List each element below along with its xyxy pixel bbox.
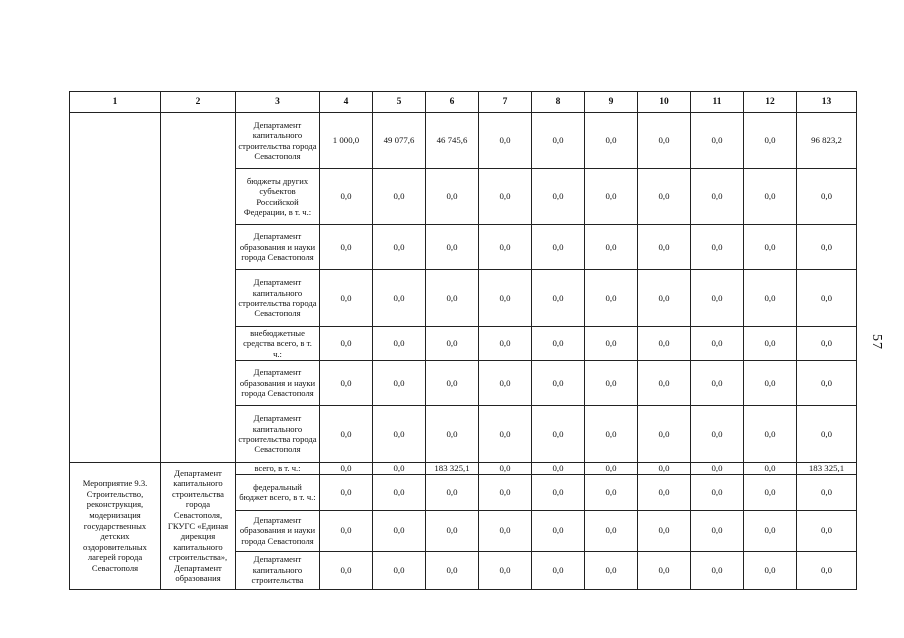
funding-source-cell: Департамент капитального строительства города Севастополя <box>236 113 320 169</box>
value-cell: 0,0 <box>532 225 585 270</box>
funding-source-cell: Департамент капитального строительства <box>236 551 320 589</box>
value-cell: 0,0 <box>320 169 373 225</box>
value-cell: 0,0 <box>638 327 691 361</box>
value-cell: 0,0 <box>744 474 797 510</box>
value-cell: 0,0 <box>638 169 691 225</box>
value-cell: 0,0 <box>373 270 426 327</box>
value-cell: 0,0 <box>426 327 479 361</box>
value-cell: 0,0 <box>373 169 426 225</box>
header-cell: 12 <box>744 92 797 113</box>
funding-source-cell: внебюджетные средства всего, в т. ч.: <box>236 327 320 361</box>
value-cell: 0,0 <box>532 406 585 463</box>
funding-source-cell: Департамент образования и науки города Севастополя <box>236 361 320 406</box>
value-cell: 0,0 <box>479 361 532 406</box>
value-cell: 0,0 <box>532 327 585 361</box>
table-row <box>70 463 857 475</box>
value-cell: 0,0 <box>373 406 426 463</box>
value-cell: 0,0 <box>691 169 744 225</box>
value-cell: 0,0 <box>585 463 638 475</box>
header-cell: 6 <box>426 92 479 113</box>
value-cell: 0,0 <box>320 225 373 270</box>
value-cell: 0,0 <box>479 510 532 551</box>
value-cell: 0,0 <box>479 406 532 463</box>
value-cell: 0,0 <box>479 474 532 510</box>
page-number: 57 <box>869 334 884 350</box>
value-cell: 0,0 <box>585 169 638 225</box>
funding-source-cell: Департамент капитального строительства города Севастополя <box>236 406 320 463</box>
header-cell: 4 <box>320 92 373 113</box>
value-cell: 0,0 <box>691 225 744 270</box>
value-cell: 0,0 <box>479 169 532 225</box>
header-cell: 10 <box>638 92 691 113</box>
budget-table <box>69 91 857 590</box>
value-cell: 0,0 <box>320 463 373 475</box>
value-cell: 0,0 <box>585 474 638 510</box>
header-cell: 3 <box>236 92 320 113</box>
value-cell: 96 823,2 <box>797 113 857 169</box>
value-cell: 0,0 <box>744 510 797 551</box>
value-cell: 0,0 <box>373 225 426 270</box>
value-cell: 0,0 <box>691 270 744 327</box>
value-cell: 0,0 <box>479 270 532 327</box>
value-cell: 0,0 <box>638 113 691 169</box>
value-cell: 0,0 <box>426 225 479 270</box>
header-cell: 5 <box>373 92 426 113</box>
value-cell: 0,0 <box>320 270 373 327</box>
value-cell: 0,0 <box>797 474 857 510</box>
funding-source-cell: Департамент образования и науки города Севастополя <box>236 510 320 551</box>
value-cell: 0,0 <box>320 551 373 589</box>
header-cell: 1 <box>70 92 161 113</box>
value-cell: 0,0 <box>479 225 532 270</box>
value-cell: 0,0 <box>638 551 691 589</box>
measure-cell-empty <box>70 113 161 463</box>
value-cell: 0,0 <box>479 327 532 361</box>
value-cell: 0,0 <box>373 463 426 475</box>
value-cell: 0,0 <box>426 361 479 406</box>
value-cell: 0,0 <box>532 169 585 225</box>
value-cell: 0,0 <box>744 327 797 361</box>
value-cell: 0,0 <box>797 510 857 551</box>
header-cell: 9 <box>585 92 638 113</box>
executor-cell: Департамент капитального строительства города Севастополя, ГКУГС «Единая дирекция капитального строительства», Департамент образования <box>161 463 236 590</box>
value-cell: 0,0 <box>532 474 585 510</box>
value-cell: 0,0 <box>744 551 797 589</box>
value-cell: 0,0 <box>585 270 638 327</box>
value-cell: 0,0 <box>691 327 744 361</box>
value-cell: 0,0 <box>797 551 857 589</box>
value-cell: 0,0 <box>373 551 426 589</box>
value-cell: 0,0 <box>797 406 857 463</box>
table-row <box>70 113 857 169</box>
value-cell: 0,0 <box>638 474 691 510</box>
value-cell: 0,0 <box>744 361 797 406</box>
value-cell: 0,0 <box>426 270 479 327</box>
header-cell: 2 <box>161 92 236 113</box>
value-cell: 0,0 <box>585 510 638 551</box>
value-cell: 0,0 <box>797 169 857 225</box>
value-cell: 0,0 <box>744 225 797 270</box>
value-cell: 0,0 <box>426 551 479 589</box>
value-cell: 0,0 <box>585 225 638 270</box>
value-cell: 0,0 <box>797 270 857 327</box>
value-cell: 0,0 <box>373 474 426 510</box>
funding-source-cell: Департамент образования и науки города Севастополя <box>236 225 320 270</box>
value-cell: 0,0 <box>373 361 426 406</box>
value-cell: 0,0 <box>797 225 857 270</box>
value-cell: 0,0 <box>479 113 532 169</box>
value-cell: 0,0 <box>532 551 585 589</box>
value-cell: 0,0 <box>320 361 373 406</box>
value-cell: 0,0 <box>744 169 797 225</box>
value-cell: 0,0 <box>797 361 857 406</box>
value-cell: 0,0 <box>585 406 638 463</box>
value-cell: 0,0 <box>638 361 691 406</box>
value-cell: 0,0 <box>638 463 691 475</box>
value-cell: 0,0 <box>744 406 797 463</box>
value-cell: 0,0 <box>320 474 373 510</box>
value-cell: 0,0 <box>479 463 532 475</box>
value-cell: 0,0 <box>373 327 426 361</box>
value-cell: 0,0 <box>532 270 585 327</box>
table-body <box>70 113 857 590</box>
value-cell: 0,0 <box>744 270 797 327</box>
value-cell: 0,0 <box>691 474 744 510</box>
executor-cell-empty <box>161 113 236 463</box>
measure-cell: Мероприятие 9.3. Строительство, реконструкция, модернизация государственных детских оздоровительных лагерей города Севастополя <box>70 463 161 590</box>
value-cell: 0,0 <box>797 327 857 361</box>
value-cell: 0,0 <box>532 510 585 551</box>
value-cell: 0,0 <box>320 327 373 361</box>
value-cell: 0,0 <box>373 510 426 551</box>
value-cell: 0,0 <box>638 406 691 463</box>
value-cell: 0,0 <box>426 406 479 463</box>
funding-source-cell: Департамент капитального строительства города Севастополя <box>236 270 320 327</box>
value-cell: 0,0 <box>638 225 691 270</box>
header-cell: 8 <box>532 92 585 113</box>
value-cell: 0,0 <box>744 113 797 169</box>
value-cell: 46 745,6 <box>426 113 479 169</box>
value-cell: 0,0 <box>585 361 638 406</box>
header-cell: 7 <box>479 92 532 113</box>
value-cell: 0,0 <box>532 463 585 475</box>
value-cell: 49 077,6 <box>373 113 426 169</box>
value-cell: 0,0 <box>638 510 691 551</box>
value-cell: 0,0 <box>691 551 744 589</box>
value-cell: 0,0 <box>532 113 585 169</box>
value-cell: 0,0 <box>691 406 744 463</box>
value-cell: 0,0 <box>426 474 479 510</box>
funding-source-cell: всего, в т. ч.: <box>236 463 320 475</box>
value-cell: 0,0 <box>691 361 744 406</box>
value-cell: 0,0 <box>320 406 373 463</box>
header-cell: 13 <box>797 92 857 113</box>
value-cell: 0,0 <box>320 510 373 551</box>
funding-source-cell: бюджеты других субъектов Российской Федерации, в т. ч.: <box>236 169 320 225</box>
value-cell: 1 000,0 <box>320 113 373 169</box>
header-cell: 11 <box>691 92 744 113</box>
header-row <box>70 92 857 113</box>
value-cell: 183 325,1 <box>426 463 479 475</box>
value-cell: 0,0 <box>691 510 744 551</box>
value-cell: 0,0 <box>532 361 585 406</box>
value-cell: 0,0 <box>585 327 638 361</box>
value-cell: 0,0 <box>691 113 744 169</box>
value-cell: 0,0 <box>426 510 479 551</box>
value-cell: 0,0 <box>426 169 479 225</box>
value-cell: 0,0 <box>744 463 797 475</box>
value-cell: 0,0 <box>479 551 532 589</box>
value-cell: 0,0 <box>585 113 638 169</box>
value-cell: 0,0 <box>691 463 744 475</box>
funding-source-cell: федеральный бюджет всего, в т. ч.: <box>236 474 320 510</box>
value-cell: 183 325,1 <box>797 463 857 475</box>
value-cell: 0,0 <box>585 551 638 589</box>
value-cell: 0,0 <box>638 270 691 327</box>
